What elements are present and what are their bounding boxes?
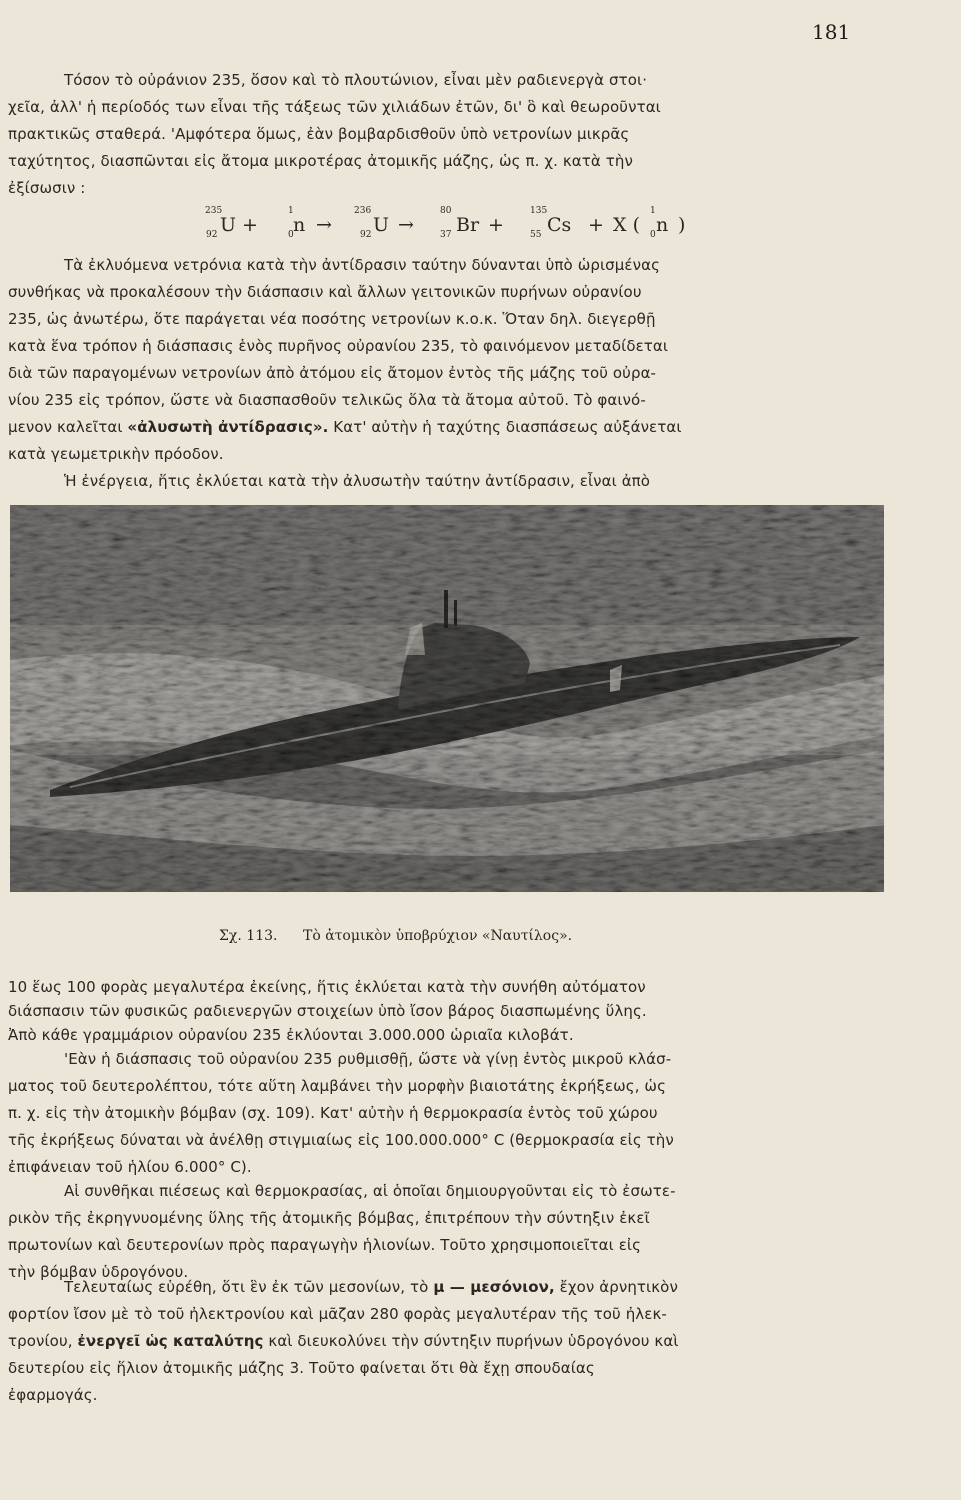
paren: )	[678, 214, 686, 236]
text-line	[8, 1329, 679, 1354]
text-line: Αἱ συνθῆκαι πιέσεως καὶ θερμοκρασίας, αἱ ὁποῖαι δημιουργοῦνται εἰς τὸ ἐσωτε-	[64, 1182, 676, 1200]
text-span: Κατ' αὐτὴν ἡ ταχύτης διασπάσεως αὐξάνεται	[328, 418, 682, 436]
mass-number: 1	[650, 206, 656, 216]
submarine-photo	[10, 505, 884, 892]
plus-sign: +	[588, 214, 604, 236]
text-line: ματος τοῦ δευτερολέπτου, τότε αὕτη λαμβάνει τὴν μορφὴν βιαιοτάτης ἐκρήξεως, ὡς	[8, 1077, 666, 1095]
text-line: 10 ἕως 100 φορὰς μεγαλυτέρα ἐκείνης, ἥτις ἐκλύεται κατὰ τὴν συνήθη αὐτόματον	[8, 978, 646, 996]
text-span: μενον καλεῖται	[8, 418, 128, 436]
element-symbol: U	[373, 214, 390, 236]
atomic-number: 92	[360, 230, 372, 240]
text-line: πρωτονίων καὶ δευτερονίων πρὸς παραγωγὴν ἡλιονίων. Τοῦτο χρησιμοποιεῖται εἰς	[8, 1236, 641, 1254]
text-span: Τελευταίως εὑρέθη, ὅτι ἓν ἐκ τῶν μεσονίων, τὸ	[64, 1278, 434, 1296]
text-line: Ἀπὸ κάθε γραμμάριον οὐρανίου 235 ἐκλύονται 3.000.000 ὡριαῖα κιλοβάτ.	[8, 1026, 574, 1044]
mass-number: 1	[288, 206, 294, 216]
text-line: 'Εὰν ἡ διάσπασις τοῦ οὐρανίου 235 ρυθμισθῇ, ὥστε νὰ γίνῃ ἐντὸς μικροῦ κλάσ-	[64, 1050, 672, 1068]
text-line: κατὰ ἕνα τρόπον ἡ διάσπασις ἑνὸς πυρῆνος οὐρανίου 235, τὸ φαινόμενον μεταδίδεται	[8, 337, 669, 355]
text-line: ἐξίσωσιν :	[8, 179, 86, 197]
element-symbol: Cs	[547, 214, 572, 236]
text-line: συνθήκας νὰ προκαλέσουν τὴν διάσπασιν καὶ ἄλλων γειτονικῶν πυρήνων οὐρανίου	[8, 283, 642, 301]
text-line: πρακτικῶς σταθερά. 'Αμφότερα ὅμως, ἐὰν βομβαρδισθοῦν ὑπὸ νετρονίων μικρᾶς	[8, 125, 630, 143]
text-line: ρικὸν τῆς ἐκρηγνυομένης ὕλης τῆς ἀτομικῆς βόμβας, ἐπιτρέπουν τὴν σύντηξιν ἐκεῖ	[8, 1209, 650, 1227]
plus-sign: +	[242, 214, 258, 236]
atomic-number: 37	[440, 230, 452, 240]
element-symbol: Br	[456, 214, 480, 236]
fission-equation	[0, 200, 961, 248]
mass-number: 80	[440, 206, 452, 216]
text-line: κατὰ γεωμετρικὴν πρόοδον.	[8, 445, 224, 463]
text-span: τρονίου,	[8, 1332, 78, 1350]
text-line: τὴν βόμβαν ὑδρογόνου.	[8, 1263, 189, 1281]
text-line: Ἡ ἐνέργεια, ἥτις ἐκλύεται κατὰ τὴν ἀλυσωτὴν ταύτην ἀντίδρασιν, εἶναι ἀπὸ	[64, 472, 651, 490]
text-line: 235, ὡς ἀνωτέρω, ὅτε παράγεται νέα ποσότης νετρονίων κ.ο.κ. Ὅταν δηλ. διεγερθῇ	[8, 310, 656, 328]
plus-sign: +	[488, 214, 504, 236]
text-line: φορτίον ἴσον μὲ τὸ τοῦ ἠλεκτρονίου καὶ μᾶζαν 280 φορὰς μεγαλυτέραν τῆς τοῦ ἠλεκ-	[8, 1305, 667, 1323]
mass-number: 135	[530, 206, 548, 216]
bold-term: μ — μεσόνιον,	[433, 1278, 555, 1296]
caption-number: Σχ. 113.	[219, 928, 278, 944]
text-span: ἔχον ἀρνητικὸν	[554, 1278, 678, 1296]
text-line: διάσπασιν τῶν φυσικῶς ραδιενεργῶν στοιχείων ὑπὸ ἴσον βάρος διασπωμένης ὕλης.	[8, 1002, 647, 1020]
arrow-icon: →	[316, 214, 332, 236]
element-symbol: X (	[613, 214, 640, 236]
atomic-number: 0	[650, 230, 656, 240]
atomic-number: 92	[206, 230, 218, 240]
text-line: νίου 235 εἰς τρόπον, ὥστε νὰ διασπασθοῦν τελικῶς ὅλα τὰ ἄτομα αὐτοῦ. Τὸ φαινό-	[8, 391, 646, 409]
page-number: 181	[812, 20, 851, 44]
text-span: καὶ διευκολύνει τὴν σύντηξιν πυρήνων ὑδρογόνου καὶ	[263, 1332, 679, 1350]
text-line: ἐπιφάνειαν τοῦ ἡλίου 6.000° C).	[8, 1158, 252, 1176]
text-line: τῆς ἐκρήξεως δύναται νὰ ἀνέλθῃ στιγμιαίως εἰς 100.000.000° C (θερμοκρασία εἰς τὴν	[8, 1131, 674, 1149]
bold-term: ἐνεργεῖ ὡς καταλύτης	[77, 1332, 264, 1350]
text-line: ταχύτητος, διασπῶνται εἰς ἄτομα μικροτέρας ἀτομικῆς μάζης, ὡς π. χ. κατὰ τὴν	[8, 152, 633, 170]
text-line: χεῖα, ἀλλ' ἡ περίοδός των εἶναι τῆς τάξεως τῶν χιλιάδων ἐτῶν, δι' ὃ καὶ θεωροῦνται	[8, 98, 661, 116]
text-line: ἐφαρμογάς.	[8, 1386, 98, 1404]
element-symbol: U	[220, 214, 237, 236]
element-symbol: n	[656, 214, 669, 236]
atomic-number: 55	[530, 230, 542, 240]
arrow-icon: →	[398, 214, 414, 236]
mass-number: 236	[354, 206, 372, 216]
text-line	[8, 415, 682, 440]
mass-number: 235	[205, 206, 223, 216]
text-line: π. χ. εἰς τὴν ἀτομικὴν βόμβαν (σχ. 109). Κατ' αὐτὴν ἡ θερμοκρασία ἐντὸς τοῦ χώρου	[8, 1104, 658, 1122]
element-symbol: n	[293, 214, 306, 236]
text-line: Τόσον τὸ οὐράνιον 235, ὅσον καὶ τὸ πλουτώνιον, εἶναι μὲν ραδιενεργὰ στοι·	[64, 71, 648, 89]
caption-text: Τὸ ἀτομικὸν ὑποβρύχιον «Ναυτίλος».	[303, 928, 573, 944]
text-line: δευτερίου εἰς ἥλιον ἀτομικῆς μάζης 3. Τοῦτο φαίνεται ὅτι θὰ ἔχῃ σπουδαίας	[8, 1359, 595, 1377]
atomic-number: 0	[288, 230, 294, 240]
text-line: διὰ τῶν παραγομένων νετρονίων ἀπὸ ἀτόμου εἰς ἄτομον ἐντὸς τῆς μάζης τοῦ οὐρα-	[8, 364, 657, 382]
text-line	[64, 1275, 678, 1300]
bold-term: «ἀλυσωτὴ ἀντίδρασις».	[127, 418, 329, 436]
text-line: Τὰ ἐκλυόμενα νετρόνια κατὰ τὴν ἀντίδρασιν ταύτην δύνανται ὑπὸ ὡρισμένας	[64, 256, 660, 274]
